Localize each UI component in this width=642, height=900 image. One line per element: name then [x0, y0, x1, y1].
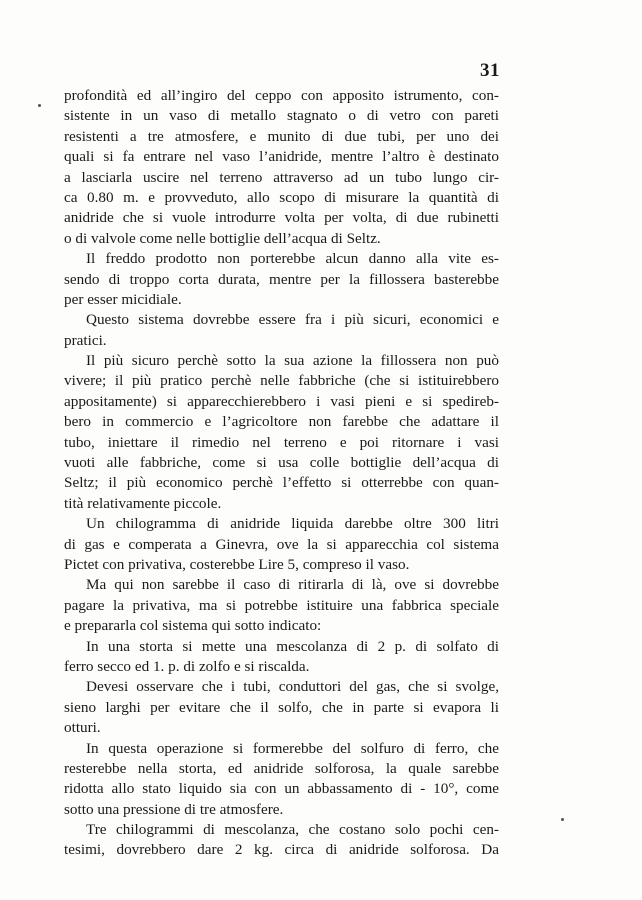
text-line: vivere; il più pratico perchè nelle fabbriche (che si istituirebbero — [64, 372, 499, 390]
text-line: Il più sicuro perchè sotto la sua azione la fillossera non può — [86, 352, 499, 370]
text-line: Il freddo prodotto non porterebbe alcun danno alla vite es- — [86, 250, 499, 268]
text-line: tesimi, dovrebbero dare 2 kg. circa di anidride solforosa. Da — [64, 841, 499, 859]
text-line: resistenti a tre atmosfere, e munito di due tubi, per uno dei — [64, 127, 499, 145]
body-text — [64, 86, 499, 861]
text-line: Seltz; il più economico perchè l’effetto si otterrebbe con quan- — [64, 474, 499, 492]
text-line: Pictet con privativa, costerebbe Lire 5, compreso il vaso. — [64, 555, 410, 573]
text-line: vuoti alle fabbriche, come si usa colle bottiglie dell’acqua di — [64, 454, 499, 472]
print-speck — [561, 818, 564, 821]
text-line: resterebbe nella storta, ed anidride solforosa, la quale sarebbe — [64, 759, 499, 777]
text-line: Devesi osservare che i tubi, conduttori del gas, che si svolge, — [86, 678, 499, 696]
page-number: 31 — [480, 60, 500, 81]
text-line: sendo di troppo corta durata, mentre per la fillossera basterebbe — [64, 270, 499, 288]
text-line: di gas e comperata a Ginevra, ove la si apparecchia col sistema — [64, 535, 499, 553]
text-line: pagare la privativa, ma si potrebbe istituire una fabbrica speciale — [64, 596, 499, 614]
text-line: tità relativamente piccole. — [64, 494, 222, 512]
text-line: Ma qui non sarebbe il caso di ritirarla di là, ove si dovrebbe — [86, 576, 499, 594]
text-line: profondità ed all’ingiro del ceppo con apposito istrumento, con- — [64, 87, 499, 104]
text-line: In una storta si mette una mescolanza di 2 p. di solfato di — [86, 637, 499, 655]
text-line: sotto una pressione di tre atmosfere. — [64, 800, 284, 818]
text-line: sieno larghi per evitare che il solfo, che in parte si evapora li — [64, 698, 499, 716]
text-line: quali si fa entrare nel vaso l’anidride, mentre l’altro è destinato — [64, 148, 499, 166]
text-line: In questa operazione si formerebbe del solfuro di ferro, che — [86, 739, 499, 757]
text-line: anidride che si vuole introdurre volta per volta, di due rubinetti — [64, 209, 499, 227]
text-line: e prepararla col sistema qui sotto indicato: — [64, 617, 322, 635]
text-line: a lasciarla uscire nel terreno attraverso ad un tubo lungo cir- — [64, 168, 499, 186]
text-line: sistente in un vaso di metallo stagnato o di vetro con pareti — [64, 107, 499, 125]
print-speck — [38, 104, 41, 107]
text-line: ca 0.80 m. e provveduto, allo scopo di misurare la quantità di — [64, 188, 499, 206]
text-line: o di valvole come nelle bottiglie dell’acqua di Seltz. — [64, 229, 381, 247]
text-line: ferro secco ed 1. p. di zolfo e si riscalda. — [64, 657, 310, 675]
text-line: Un chilogramma di anidride liquida darebbe oltre 300 litri — [86, 515, 499, 533]
text-line: ridotta allo stato liquido sia con un abbassamento di - 10°, come — [64, 780, 499, 798]
text-line: per esser micidiale. — [64, 290, 182, 308]
text-line: Questo sistema dovrebbe essere fra i più sicuri, economici e — [86, 311, 499, 329]
text-line: Tre chilogrammi di mescolanza, che costano solo pochi cen- — [86, 821, 499, 839]
text-line: otturi. — [64, 719, 101, 737]
text-line: appositamente) si apparecchierebbero i vasi pieni e si spedireb- — [64, 392, 499, 410]
text-line: bero in commercio e l’agricoltore non farebbe che adattare il — [64, 413, 499, 431]
text-line: tubo, iniettare il rimedio nel terreno e poi ritornare i vasi — [64, 433, 499, 451]
text-line: pratici. — [64, 331, 107, 349]
